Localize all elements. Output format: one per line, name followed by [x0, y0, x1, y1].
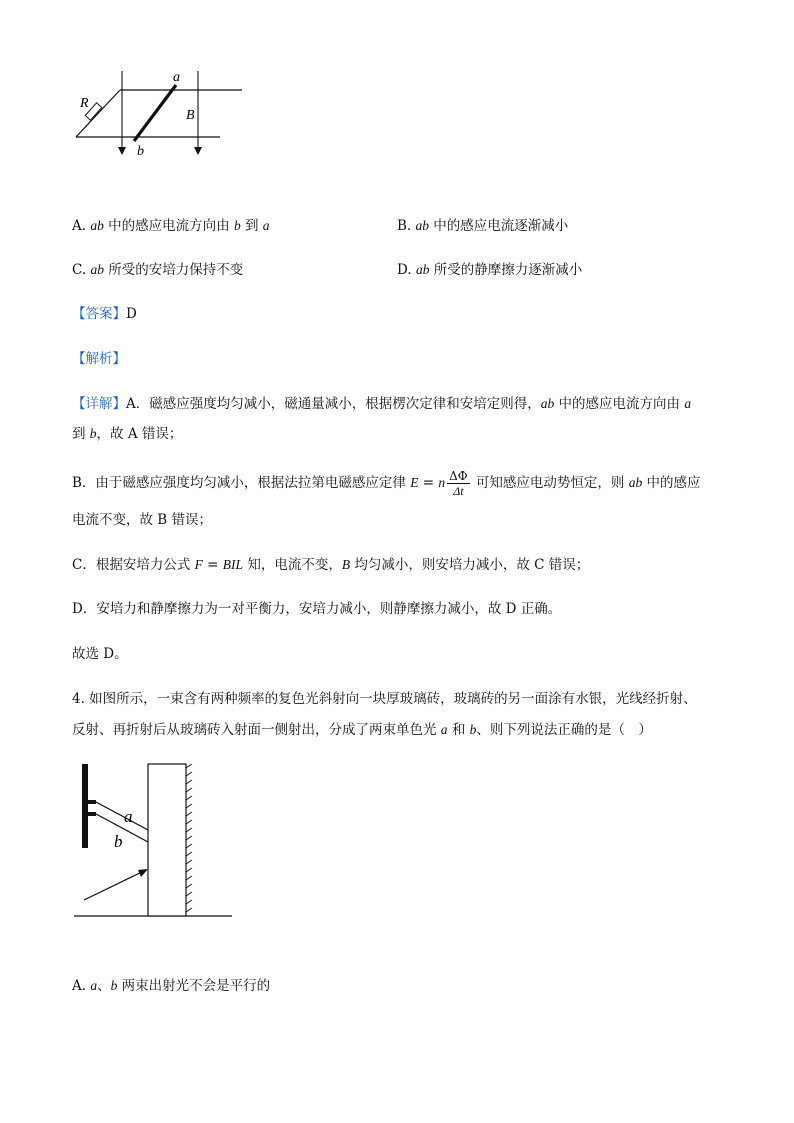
detail-a-line2: 到 b，故 A 错误；: [72, 426, 183, 442]
figure-glass-block: [70, 760, 240, 922]
rod-label-b: b: [137, 144, 144, 159]
rod-label-a: a: [173, 70, 180, 85]
detail-b-line2: 电流不变，故 B 错误；: [72, 512, 213, 528]
beam-label-a: a: [124, 807, 133, 826]
q3-option-a: A. ab 中的感应电流方向由 b 到 a: [72, 218, 270, 234]
q3-option-d: D. ab 所受的静摩擦力逐渐减小: [397, 262, 583, 278]
q4-stem-line2: 反射、再折射后从玻璃砖入射面一侧射出，分成了两束单色光 a 和 b、则下列说法正确的是（ ）: [72, 722, 652, 738]
resistor-label: R: [80, 96, 89, 111]
emf-fraction: $\frac{\Delta\Phi}{\Delta t}$: [449, 469, 468, 498]
figure-rails-circuit: [70, 65, 250, 165]
answer-line: [72, 305, 137, 323]
detail-a-line1: 【详解】A．磁感应强度均匀减小，磁通量减小，根据楞次定律和安培定则得，ab 中的感应电流方向由 a: [72, 396, 692, 412]
field-label: B: [186, 108, 195, 123]
answer-tag: 【答案】: [72, 306, 126, 322]
q4-option-a: A. a、b 两束出射光不会是平行的: [72, 978, 271, 994]
q3-option-b: B. ab 中的感应电流逐渐减小: [397, 218, 569, 234]
answer-value: D: [126, 306, 137, 322]
detail-c-line: C．根据安培力公式 F = BIL 知，电流不变，B 均匀减小，则安培力减小，故 C 错误；: [72, 557, 590, 573]
q4-stem-line1: 4. 如图所示，一束含有两种频率的复色光斜射向一块厚玻璃砖，玻璃砖的另一面涂有水银，光线经折射、: [72, 691, 697, 707]
detail-b-line1: B．由于磁感应强度均匀减小，根据法拉第电磁感应定律 E = n $\frac{\Delta\Phi}{\Delta t}$ 可知感应电动势恒定，则 ab 中的感应: [72, 469, 701, 498]
detail-d-line: D．安培力和静摩擦力为一对平衡力，安培力减小，则静摩擦力减小，故 D 正确。: [72, 601, 562, 617]
q3-option-c: C. ab 所受的安培力保持不变: [72, 262, 244, 278]
conclusion-line: 故选 D。: [72, 646, 128, 662]
analysis-heading: 【解析】: [72, 351, 126, 367]
beam-label-b: b: [114, 832, 123, 851]
